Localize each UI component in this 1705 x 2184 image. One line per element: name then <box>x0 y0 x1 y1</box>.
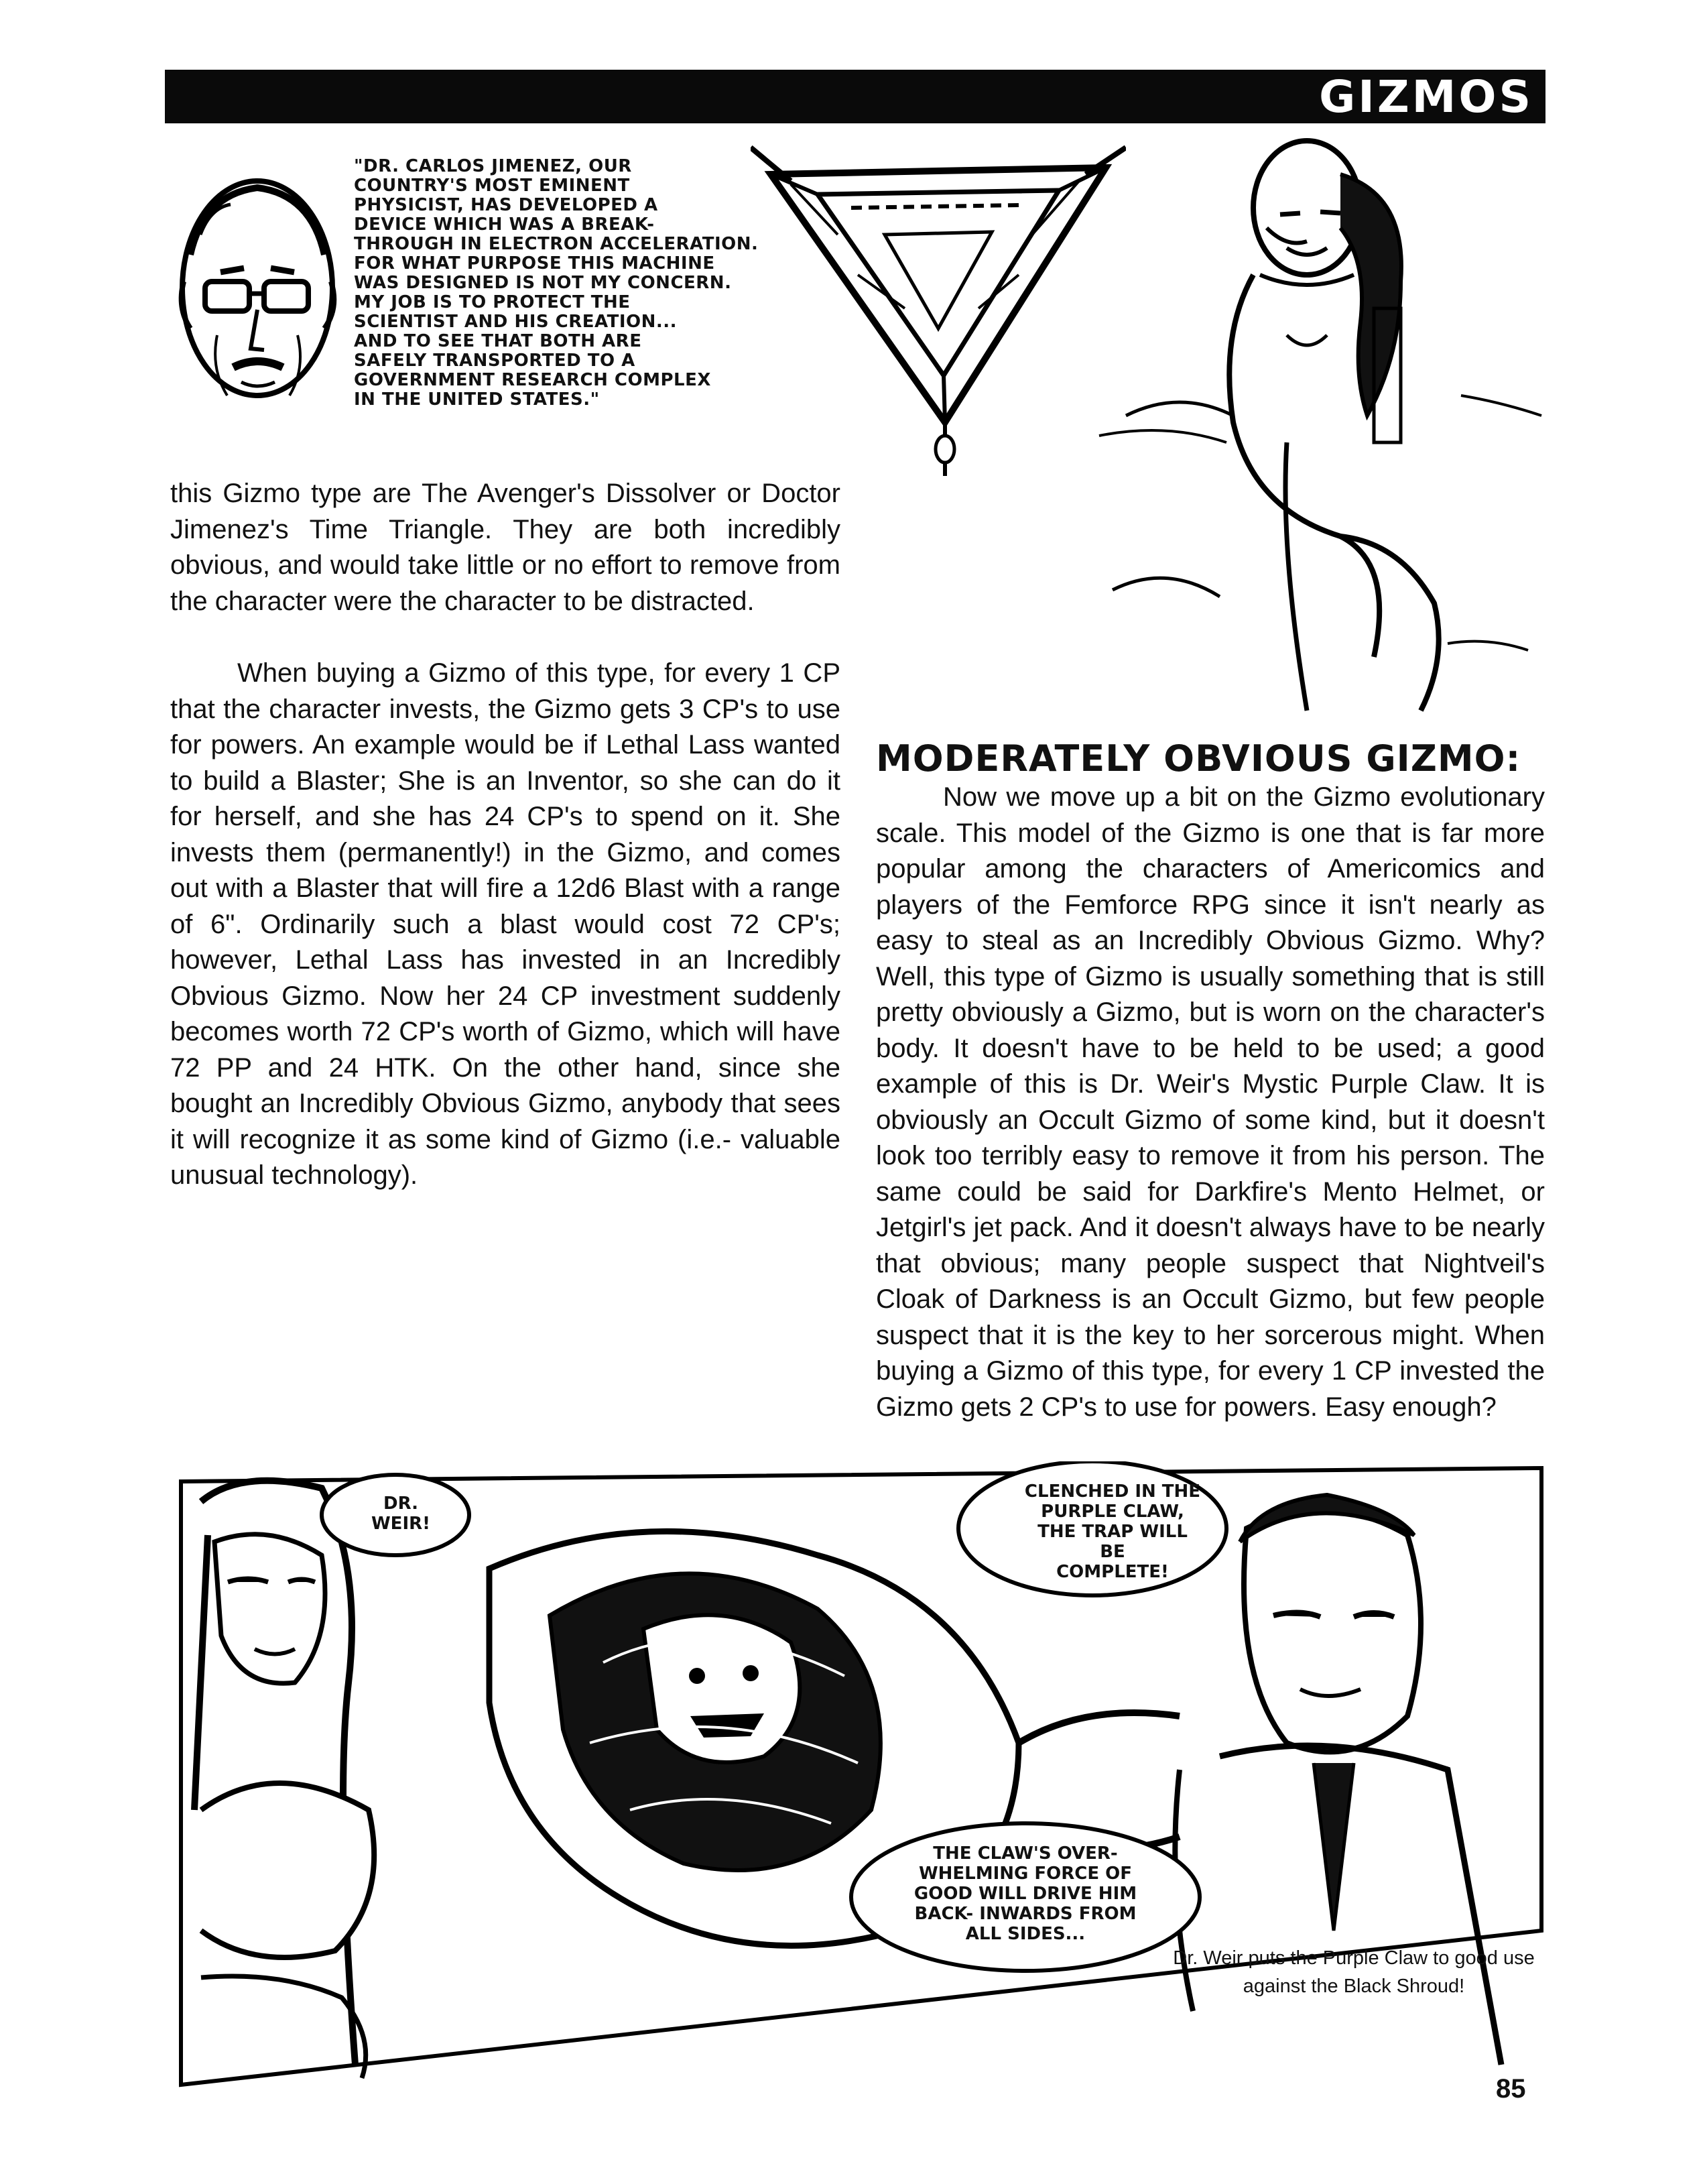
balloon-line: DR. <box>383 1494 418 1514</box>
scientist-portrait-illustration <box>164 154 358 449</box>
caption-line: FOR WHAT PURPOSE THIS MACHINE <box>354 253 715 274</box>
caption-line: AND TO SEE THAT BOTH ARE <box>354 331 642 351</box>
balloon-line: BE <box>1100 1542 1125 1562</box>
balloon-line: COMPLETE! <box>1056 1562 1169 1582</box>
caption-line: WAS DESIGNED IS NOT MY CONCERN. <box>354 273 732 293</box>
balloon-line: BACK- INWARDS FROM <box>914 1904 1137 1924</box>
balloon-line: THE TRAP WILL <box>1037 1522 1188 1542</box>
balloon-line: ALL SIDES... <box>965 1924 1086 1944</box>
panel-caption: Dr. Weir puts the Purple Claw to good use against the Black Shroud! <box>1173 1947 1535 1997</box>
balloon-claw-force <box>891 1843 1159 1944</box>
balloon-dr-weir <box>347 1494 454 1534</box>
balloon-line: CLENCHED IN THE <box>1024 1481 1201 1502</box>
time-triangle-illustration <box>751 134 1126 483</box>
section-heading: MODERATELY OBVIOUS GIZMO: <box>876 737 1521 780</box>
body-paragraph: Now we move up a bit on the Gizmo evolutionary scale. This model of the Gizmo is one that is far more popular among the characters of Americomics and players of the Femforce RPG since it isn't nearly as easy to steal as an Incredibly Obvious Gizmo. Why? Well, this type of Gizmo is usually something that is still pretty obviously a Gizmo, but is worn on the character's body. It doesn't have to be held to be used; a good example of this is Dr. Weir's Mystic Purple Claw. It is obviously an Occult Gizmo of some kind, but it doesn't look too terribly easy to remove it from his person. The same could be said for Darkfire's Mento Helmet, or Jetgirl's jet pack. And it doesn't always have to be nearly that obvious; many people suspect that Nightveil's Cloak of Darkness is an Occult Gizmo, but few people suspect that it is the key to her sorcerous might. When buying a Gizmo of this type, for every 1 CP invested the Gizmo gets 2 CP's to use for powers. Easy enough? <box>876 782 1545 1422</box>
caption-line: IN THE UNITED STATES." <box>354 389 600 410</box>
right-body-column <box>876 780 1545 1425</box>
caption-line: GOVERNMENT RESEARCH COMPLEX <box>354 370 711 390</box>
caption-line: DEVICE WHICH WAS A BREAK- <box>354 215 655 235</box>
balloon-clenched <box>985 1481 1240 1582</box>
section-title: GIZMOS <box>1319 71 1533 123</box>
balloon-line: PURPLE CLAW, <box>1041 1502 1184 1522</box>
caption-line: COUNTRY'S MOST EMINENT <box>354 176 630 196</box>
caption-line: "DR. CARLOS JIMENEZ, OUR <box>354 156 632 176</box>
jetgirl-illustration <box>1086 134 1555 724</box>
balloon-line: WEIR! <box>371 1514 430 1534</box>
balloon-line: WHELMING FORCE OF <box>918 1864 1133 1884</box>
caption-line: SCIENTIST AND HIS CREATION... <box>354 312 678 332</box>
body-paragraph: this Gizmo type are The Avenger's Dissolver or Doctor Jimenez's Time Triangle. They are both incredibly obvious, and would take little or no effort to remove from the character were the character to be distracted. <box>170 479 840 616</box>
balloon-line: THE CLAW'S OVER- <box>933 1843 1118 1864</box>
page-number: 85 <box>1496 2074 1526 2104</box>
caption-line: MY JOB IS TO PROTECT THE <box>354 292 631 312</box>
caption-line: SAFELY TRANSPORTED TO A <box>354 351 635 371</box>
caption-line: THROUGH IN ELECTRON ACCELERATION. <box>354 234 759 254</box>
left-body-column <box>170 476 840 1194</box>
caption-line: PHYSICIST, HAS DEVELOPED A <box>354 195 658 215</box>
top-caption <box>354 157 796 410</box>
balloon-line: GOOD WILL DRIVE HIM <box>913 1884 1137 1904</box>
section-header-bar <box>165 70 1545 123</box>
body-paragraph: When buying a Gizmo of this type, for every 1 CP that the character invests, the Gizmo gets 3 CP's to use for powers. An example would be if Lethal Lass wanted to build a Blaster; She is an Inventor, so she can do it for herself, and she has 24 CP's to spend on it. She invests them (permanently!) in the Gizmo, and comes out with a Blaster that will fire a 12d6 Blast with a range of 6". Ordinarily such a blast would cost 72 CP's; however, Lethal Lass has invested in an Incredibly Obvious Gizmo. Now her 24 CP investment suddenly becomes worth 72 CP's worth of Gizmo, which will have 72 PP and 24 HTK. On the other hand, since she bought an Incredibly Obvious Gizmo, anybody that sees it will recognize it as some kind of Gizmo (i.e.- valuable unusual technology). <box>170 658 840 1190</box>
